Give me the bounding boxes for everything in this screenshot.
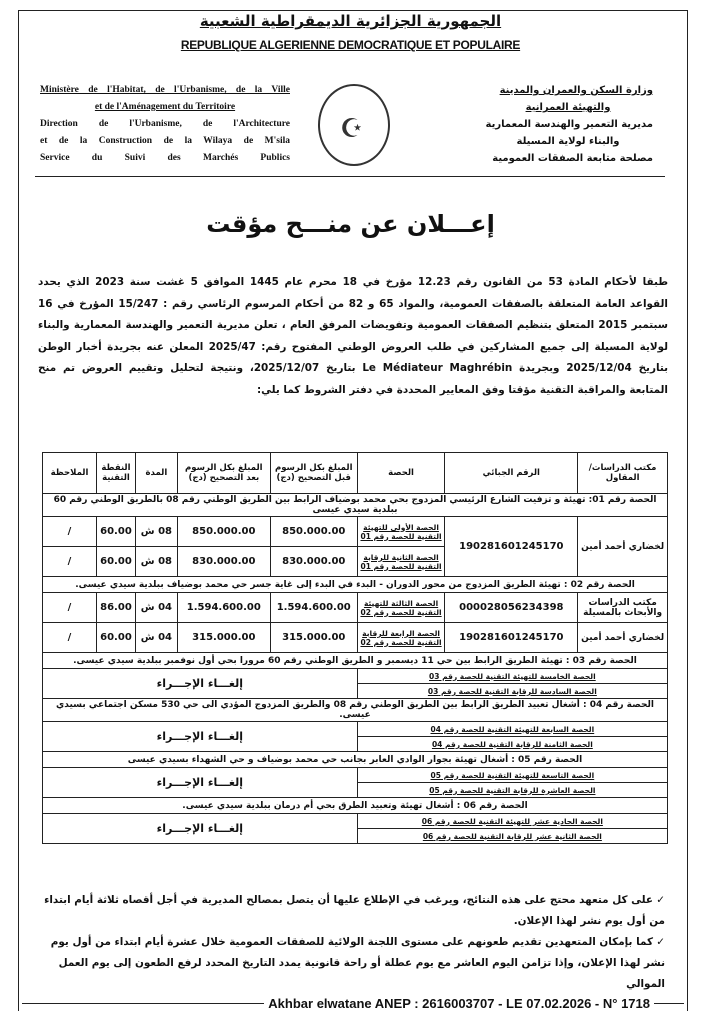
remark-cell: / bbox=[43, 623, 97, 653]
table-row bbox=[43, 669, 668, 684]
tax-id-cell: 190281601245170 bbox=[445, 517, 578, 577]
table-row bbox=[43, 722, 668, 737]
table-row bbox=[43, 623, 668, 653]
lot-title-row bbox=[43, 798, 668, 814]
lot-title-row bbox=[43, 752, 668, 768]
lot-title-row bbox=[43, 577, 668, 593]
ar-line: والبناء لولاية المسيلة bbox=[516, 136, 620, 147]
tax-id-cell: 000028056234398 bbox=[445, 593, 578, 623]
lot-title-row bbox=[43, 699, 668, 722]
amount-after-cell: 1.594.600.00 bbox=[177, 593, 270, 623]
republic-french: REPUBLIQUE ALGERIENNE DEMOCRATIQUE ET POPULAIRE bbox=[180, 38, 521, 52]
lot-title: الحصة رقم 04 : أشغال تعبيد الطريق الرابط بين الطريق الوطني رقم 08 والطريق المزدوج المؤدي الى حي 530 مسكن اجتماعي بسيدي عيسى. bbox=[43, 699, 668, 722]
duration-cell: 08 ش bbox=[135, 517, 177, 547]
bureau-cell: لخضاري أحمد أمين bbox=[578, 623, 668, 653]
intro-paragraph: طبقا لأحكام المادة 53 من القانون رقم 12.23 مؤرخ في 18 محرم عام 1445 الموافق 5 غشت سنة 2023 الذي يحدد القواعد العامة المتعلقة بالصفقات العمومية، والمواد 65 و 82 من أحكام المرسوم الرئاسي رقم : 15/247 المؤرخ في 16 سبتمبر 2015 المتعلق بتنظيم الصفقات العمومية وتفويضات المرفق العام ، تعلن مديرية التعمير والهندسة المعمارية والبناء لولاية المسيلة إلى جميع المشاركين في طلب العروض الوطني المفتوح رقم: 2025/47 المعلن عنه بجريدة أخبار الوطن بتاريخ 2025/12/04 وبجريدة Le Médiateur Maghrébin بتاريخ 2025/12/07، ونتيجة لتحليل وتقييم العروض تم منح المتابعة والمراقبة التقنية مؤقتا وفق المعايير المحددة في دفتر الشروط كما يلي: bbox=[38, 276, 668, 396]
sublot-cell: الحصة الحادية عشر للتهيئة التقنية للحصة رقم 06 bbox=[357, 814, 667, 829]
sublot-cell: الحصة العاشرة للرقابة التقنية للحصة رقم 05 bbox=[357, 783, 667, 798]
sublot-cell: الحصة السابعة للتهيئة التقنية للحصة رقم 04 bbox=[357, 722, 667, 737]
amount-before-cell: 830.000.00 bbox=[270, 547, 357, 577]
sublot-cell: الحصة الرابعة للرقابة التقنية للحصة رقم 02 bbox=[357, 623, 445, 653]
national-seal-icon bbox=[318, 84, 390, 166]
fr-line: Ministère de l'Habitat, de l'Urbanisme, de la Ville bbox=[40, 85, 290, 95]
score-cell: 60.00 bbox=[96, 623, 135, 653]
fr-line: Service du Suivi des Marchés Publics bbox=[40, 153, 290, 163]
ministry-arabic bbox=[483, 82, 653, 167]
column-header: مكتب الدراسات/ المقاول bbox=[578, 453, 668, 494]
ar-line: مديرية التعمير والهندسة المعمارية bbox=[485, 119, 653, 130]
sublot-cell: الحصة الأولى للتهيئة التقنية للحصة رقم 01 bbox=[357, 517, 445, 547]
notice-title: إعـــلان عن منـــح مؤقت bbox=[206, 210, 495, 238]
amount-before-cell: 315.000.00 bbox=[270, 623, 357, 653]
lot-title-row bbox=[43, 494, 668, 517]
column-header: المبلغ بكل الرسوم قبل التصحيح (دج) bbox=[270, 453, 357, 494]
award-table bbox=[42, 452, 668, 844]
lot-title: الحصة رقم 06 : أشغال تهيئة وتعبيد الطرق بحي أم درمان ببلدية سيدي عيسى. bbox=[43, 798, 668, 814]
bureau-cell: مكتب الدراسات والأبحاث بالمسيلة bbox=[578, 593, 668, 623]
amount-after-cell: 850.000.00 bbox=[177, 517, 270, 547]
fr-line: et de la Construction de la Wilaya de M'sila bbox=[40, 136, 290, 146]
sublot-cell: الحصة الثامنة للرقابة التقنية للحصة رقم 04 bbox=[357, 737, 667, 752]
column-header: الحصة bbox=[357, 453, 445, 494]
lot-title: الحصة رقم 05 : أشغال تهيئة بجوار الوادي العابر بجانب حي محمد بوضياف و حي الشهداء بسيدي عيسى bbox=[43, 752, 668, 768]
amount-before-cell: 850.000.00 bbox=[270, 517, 357, 547]
cancelled-status: إلغـــاء الإجـــراء bbox=[43, 814, 358, 844]
sublot-cell: الحصة الخامسة للتهيئة التقنية للحصة رقم 03 bbox=[357, 669, 667, 684]
duration-cell: 08 ش bbox=[135, 547, 177, 577]
footer-reference: Akhbar elwatane ANEP : 2616003707 - LE 07.02.2026 - N° 1718 bbox=[268, 996, 650, 1011]
ar-line: مصلحة متابعة الصفقات العمومية bbox=[492, 153, 653, 164]
fr-line: et de l'Aménagement du Territoire bbox=[94, 102, 236, 112]
amount-after-cell: 830.000.00 bbox=[177, 547, 270, 577]
sublot-cell: الحصة الثانية عشر للرقابة التقنية للحصة رقم 06 bbox=[357, 829, 667, 844]
amount-after-cell: 315.000.00 bbox=[177, 623, 270, 653]
republic-arabic: الجمهورية الجزائرية الديمقراطية الشعبية bbox=[199, 12, 502, 30]
table-row bbox=[43, 593, 668, 623]
notes bbox=[40, 890, 665, 995]
ministry-french bbox=[40, 82, 290, 167]
duration-cell: 04 ش bbox=[135, 593, 177, 623]
note-item: ✓ كما بإمكان المتعهدين تقديم طعونهم على مستوى اللجنة الولائية للصفقات العمومية خلال عشرة أيام ابتداء من أول يوم نشر لهذا الإعلان، وإذا تزامن اليوم العاشر مع يوم عطلة أو راحة قانونية يمدد التاريخ المحدد لرفع الطعون إلى يوم العمل الموالي bbox=[40, 932, 665, 995]
sublot-cell: الحصة السادسة للرقابة التقنية للحصة رقم 03 bbox=[357, 684, 667, 699]
lot-title: الحصة رقم 03 : تهيئة الطريق الرابط بين حي 11 ديسمبر و الطريق الوطني رقم 60 مرورا بحي أول نوفمبر ببلدية سيدي عيسى. bbox=[43, 653, 668, 669]
sublot-cell: الحصة الثالثة للتهيئة التقنية للحصة رقم 02 bbox=[357, 593, 445, 623]
table-header-row bbox=[43, 453, 668, 494]
column-header: الرقم الجبائي bbox=[445, 453, 578, 494]
column-header: الملاحظة bbox=[43, 453, 97, 494]
score-cell: 86.00 bbox=[96, 593, 135, 623]
note-item: ✓ على كل متعهد محتج على هذه النتائج، ويرغب في الإطلاع عليها أن يتصل بمصالح المديرية في أجل أقصاه ثلاثة أيام ابتداء من أول يوم نشر لهذا الإعلان. bbox=[40, 890, 665, 932]
column-header: النقطة التقنية bbox=[96, 453, 135, 494]
ar-line: والتهيئة العمرانية bbox=[525, 102, 611, 113]
bureau-cell: لخضاري أحمد أمين bbox=[578, 517, 668, 577]
footer-line bbox=[654, 1003, 684, 1004]
table-row bbox=[43, 814, 668, 829]
lot-title: الحصة رقم 01: تهيئة و تزفيت الشارع الرئيسي المزدوج بحي محمد بوضياف الرابط بين الطريق الوطني رقم 08 بالطريق الوطني رقم 60 ببلدية سيدي عيسى bbox=[43, 494, 668, 517]
table-row bbox=[43, 768, 668, 783]
fr-line: Direction de l'Urbanisme, de l'Architecture bbox=[40, 119, 290, 129]
table-row bbox=[43, 517, 668, 547]
duration-cell: 04 ش bbox=[135, 623, 177, 653]
remark-cell: / bbox=[43, 547, 97, 577]
sublot-cell: الحصة التاسعة للتهيئة التقنية للحصة رقم 05 bbox=[357, 768, 667, 783]
lot-title-row bbox=[43, 653, 668, 669]
remark-cell: / bbox=[43, 517, 97, 547]
amount-before-cell: 1.594.600.00 bbox=[270, 593, 357, 623]
remark-cell: / bbox=[43, 593, 97, 623]
column-header: المبلغ بكل الرسوم بعد التصحيح (دج) bbox=[177, 453, 270, 494]
column-header: المدة bbox=[135, 453, 177, 494]
cancelled-status: إلغـــاء الإجـــراء bbox=[43, 669, 358, 699]
footer-line bbox=[22, 1003, 264, 1004]
lot-title: الحصة رقم 02 : تهيئة الطريق المزدوج من محور الدوران - البدء في البدء إلى غاية جسر حي محمد بوضياف ببلدية سيدي عيسى. bbox=[43, 577, 668, 593]
cancelled-status: إلغـــاء الإجـــراء bbox=[43, 768, 358, 798]
tax-id-cell: 190281601245170 bbox=[445, 623, 578, 653]
score-cell: 60.00 bbox=[96, 547, 135, 577]
footer bbox=[18, 996, 688, 1011]
score-cell: 60.00 bbox=[96, 517, 135, 547]
header-divider bbox=[35, 176, 665, 177]
ar-line: وزارة السكن والعمران والمدينة bbox=[499, 85, 653, 96]
sublot-cell: الحصة الثانية للرقابة التقنية للحصة رقم 01 bbox=[357, 547, 445, 577]
cancelled-status: إلغـــاء الإجـــراء bbox=[43, 722, 358, 752]
